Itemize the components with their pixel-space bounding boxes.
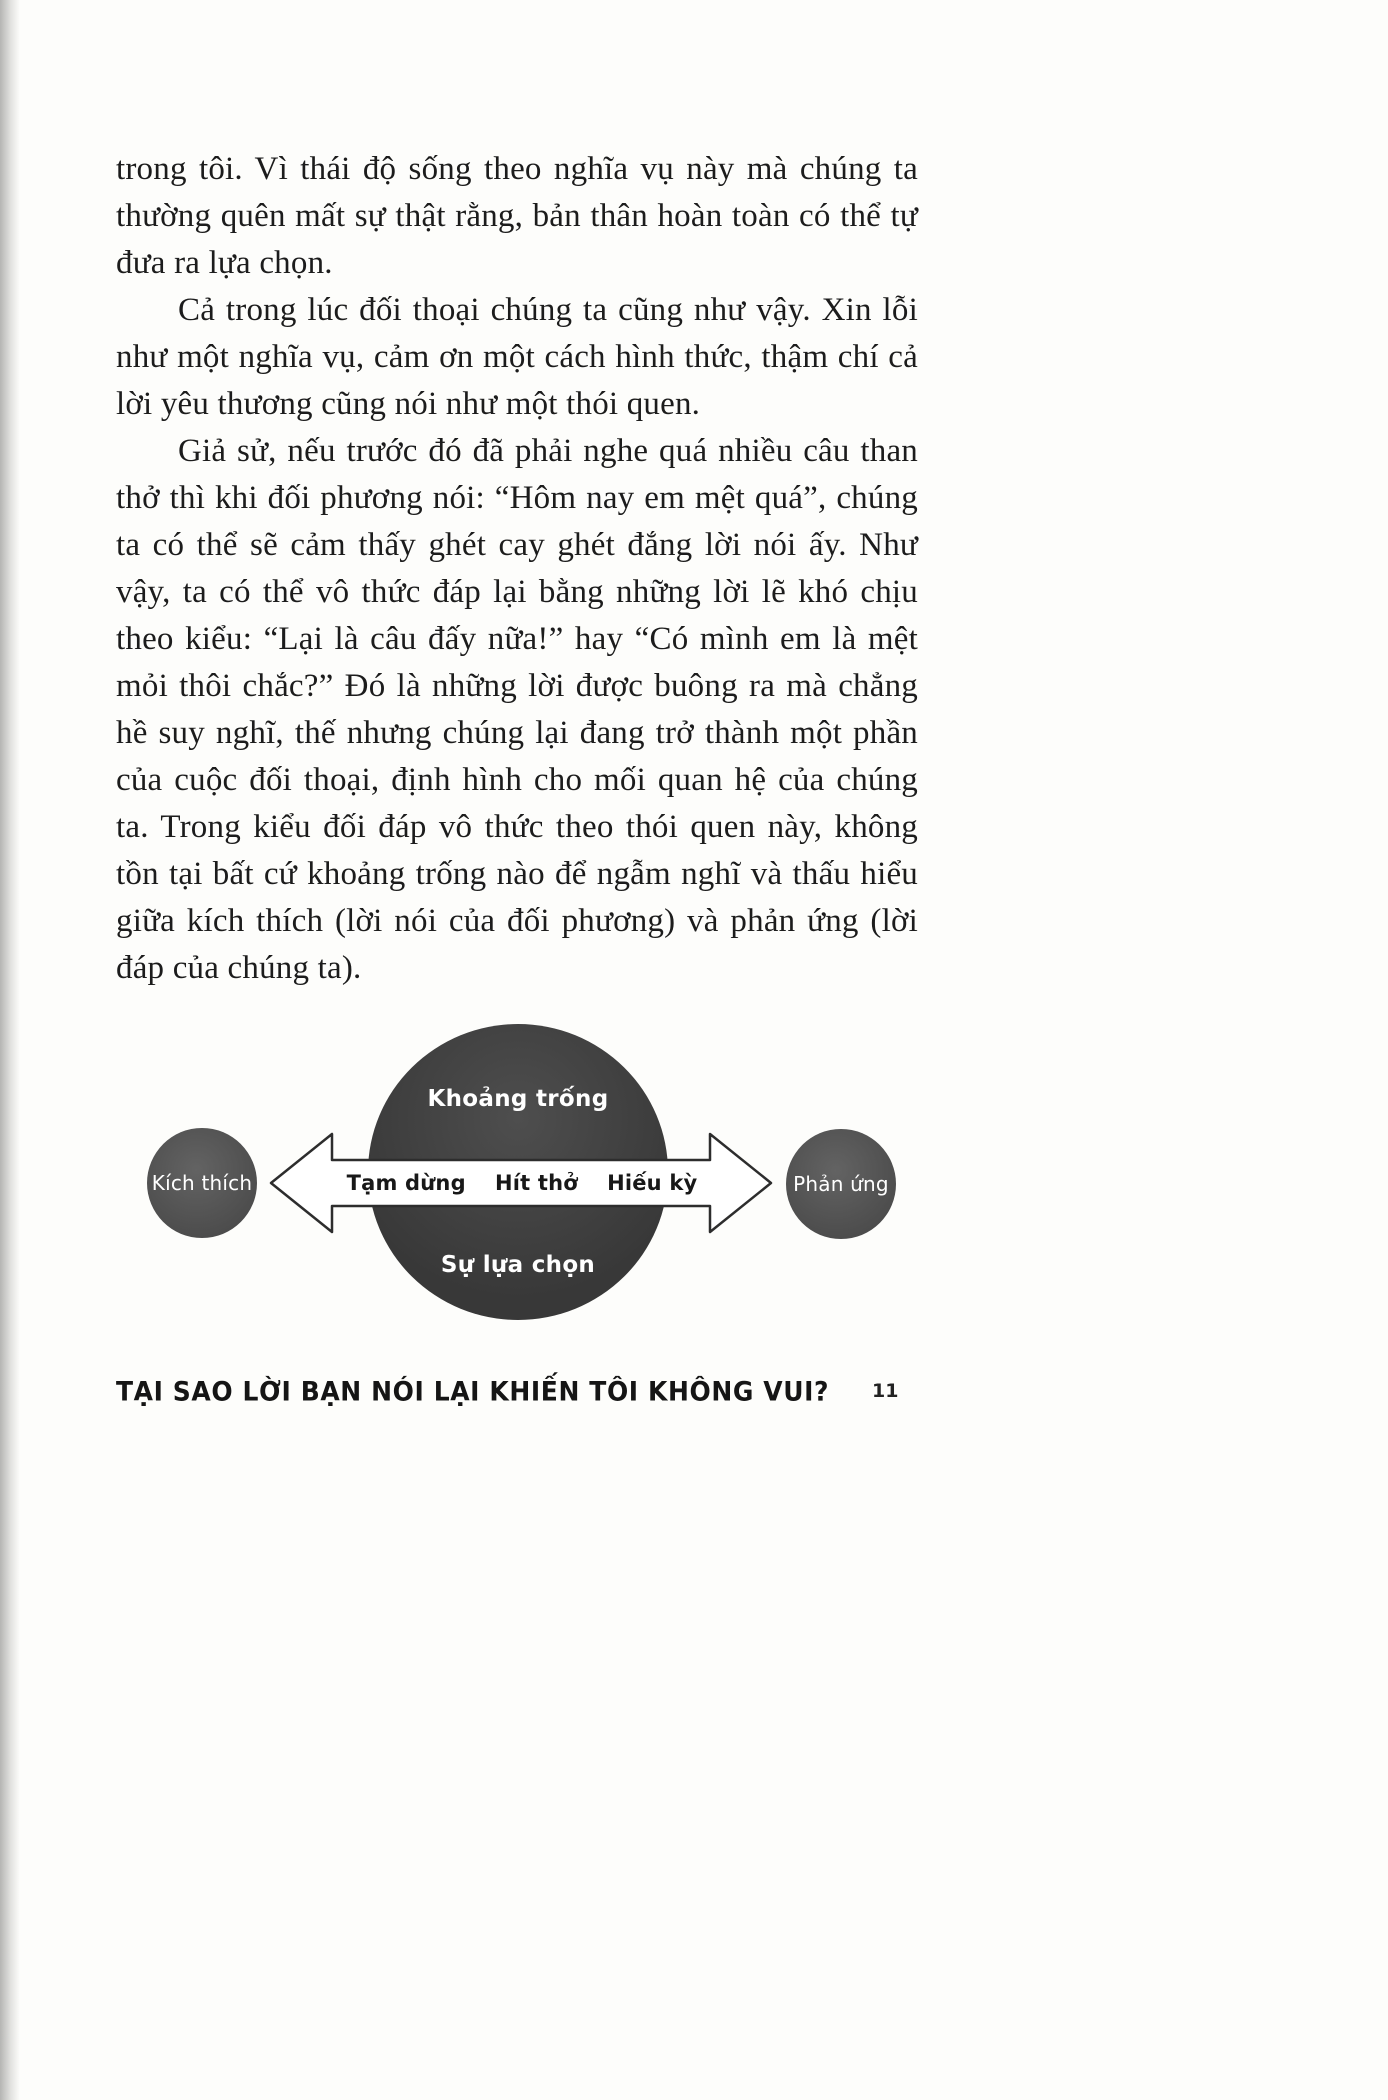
choice-label: Sự lựa chọn bbox=[440, 1252, 596, 1278]
page-body-text bbox=[116, 146, 918, 992]
pause-label: Tạm dừng bbox=[346, 1171, 466, 1195]
reaction-label: Phản ứng bbox=[793, 1172, 889, 1196]
gap-label: Khoảng trống bbox=[427, 1086, 609, 1112]
reaction-circle bbox=[786, 1129, 896, 1239]
page-edge-shadow bbox=[0, 0, 20, 2100]
stimulus-circle bbox=[147, 1128, 257, 1238]
breathe-label: Hít thở bbox=[494, 1171, 578, 1195]
stimulus-label: Kích thích bbox=[151, 1171, 253, 1195]
curiosity-label: Hiếu kỳ bbox=[607, 1171, 698, 1195]
page-number: 11 bbox=[872, 1380, 899, 1402]
paragraph: Cả trong lúc đối thoại chúng ta cũng như vậy. Xin lỗi như một nghĩa vụ, cảm ơn một cách hình thức, thậm chí cả lời yêu thương cũng nói như một thói quen. bbox=[116, 292, 918, 422]
paragraph: trong tôi. Vì thái độ sống theo nghĩa vụ này mà chúng ta thường quên mất sự thật rằng, bản thân hoàn toàn có thể tự đưa ra lựa chọn. bbox=[116, 151, 918, 281]
footer-book-title: TẠI SAO LỜI BẠN NÓI LẠI KHIẾN TÔI KHÔNG VUI? bbox=[116, 1376, 830, 1407]
arrow-steps bbox=[332, 1158, 712, 1208]
paragraph: Giả sử, nếu trước đó đã phải nghe quá nhiều câu than thở thì khi đối phương nói: “Hôm nay em mệt quá”, chúng ta có thể sẽ cảm thấy ghét cay ghét đắng lời nói ấy. Như vậy, ta có thể vô thức đáp lại bằng những lời lẽ khó chịu theo kiểu: “Lại là câu đấy nữa!” hay “Có mình em là mệt mỏi thôi chắc?” Đó là những lời được buông ra mà chẳng hề suy nghĩ, thế nhưng chúng lại đang trở thành một phần của cuộc đối thoại, định hình cho mối quan hệ của chúng ta. Trong kiểu đối đáp vô thức theo thói quen này, không tồn tại bất cứ khoảng trống nào để ngẫm nghĩ và thấu hiểu giữa kích thích (lời nói của đối phương) và phản ứng (lời đáp của chúng ta). bbox=[116, 433, 918, 986]
